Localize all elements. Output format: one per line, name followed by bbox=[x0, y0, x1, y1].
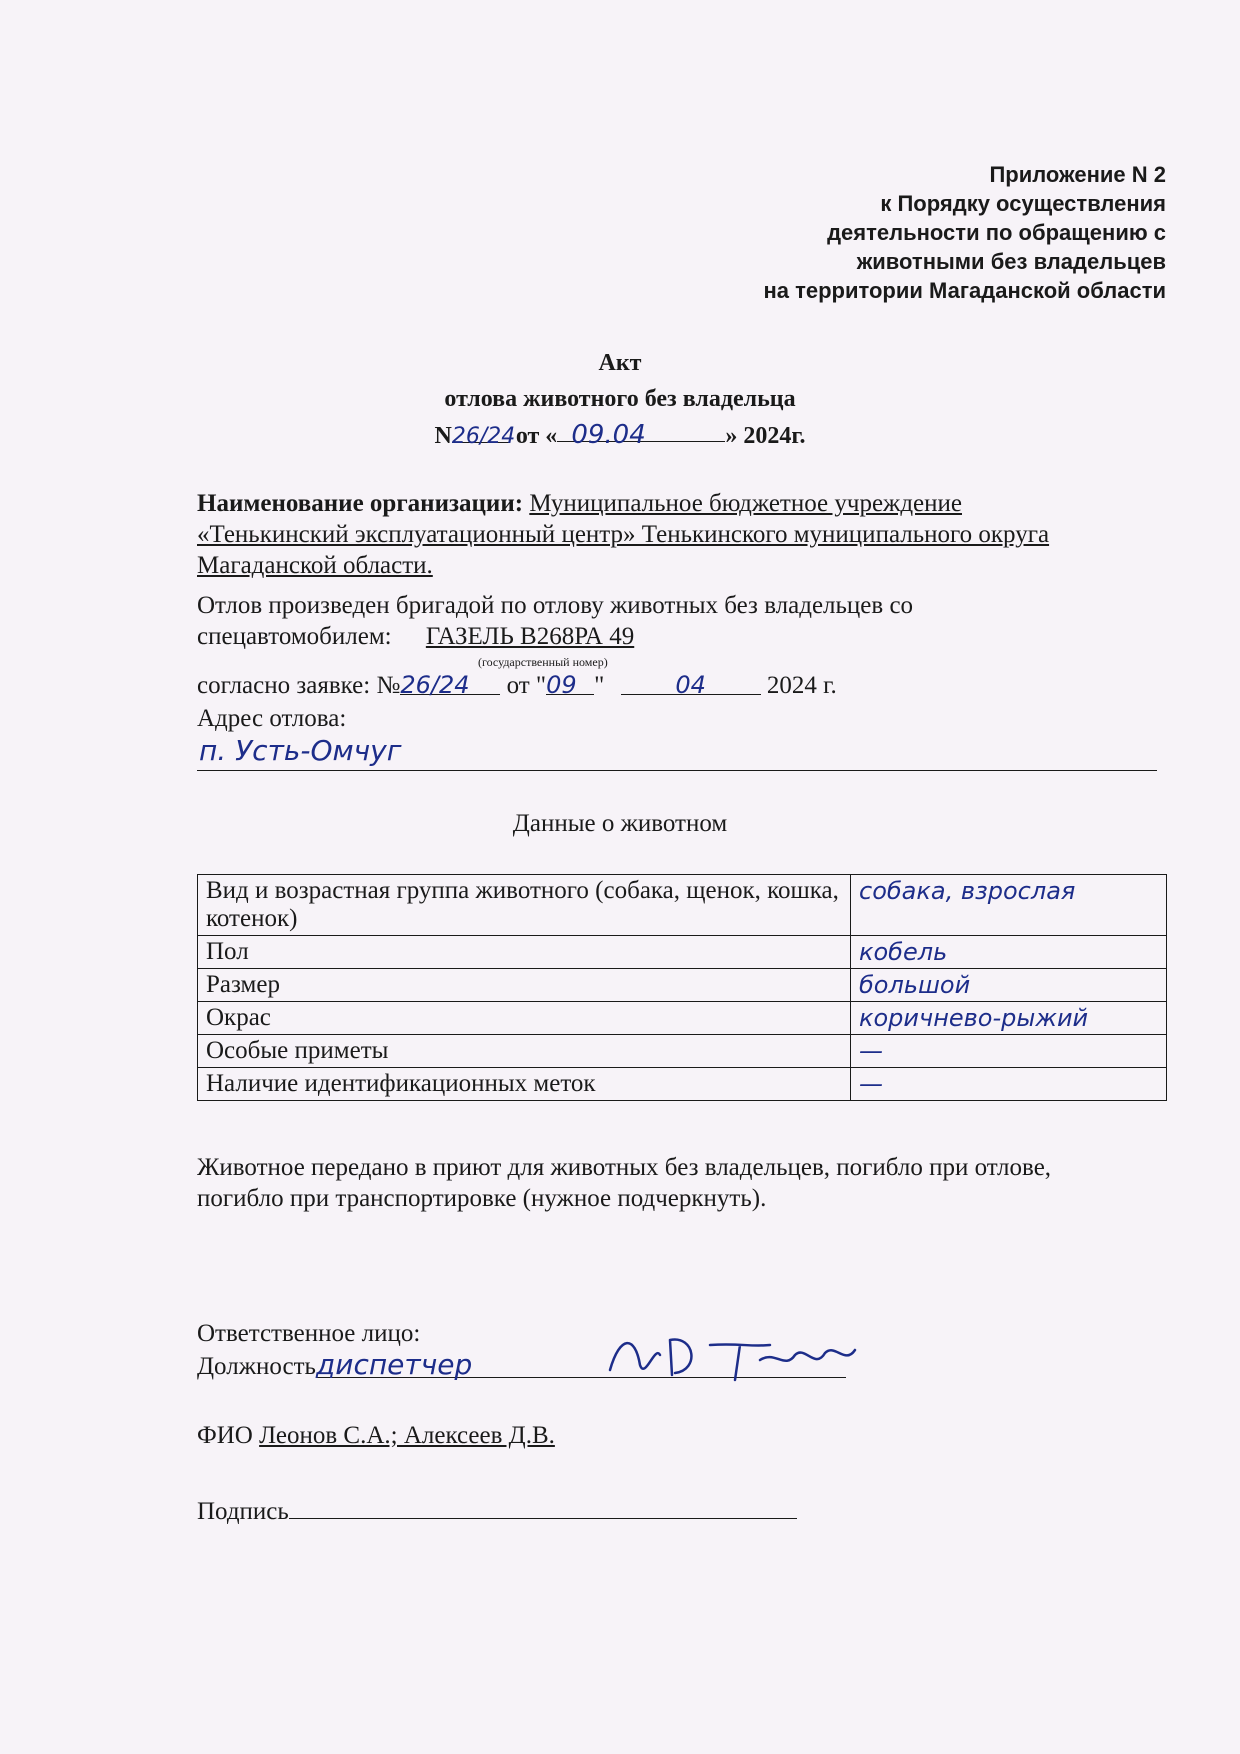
catch-block bbox=[197, 590, 1117, 652]
vehicle-number[interactable]: ГАЗЕЛЬ В268РА 49 bbox=[425, 623, 635, 650]
row-value[interactable]: большой bbox=[851, 969, 1167, 1002]
request-number-field[interactable] bbox=[400, 670, 500, 699]
animal-section-title: Данные о животном bbox=[512, 810, 728, 837]
appendix-line: к Порядку осуществления bbox=[880, 191, 1166, 216]
date-close: » 2024г. bbox=[725, 423, 806, 449]
vehicle-caption: (государственный номер) bbox=[478, 655, 608, 669]
animal-data-table bbox=[197, 874, 1167, 1101]
organization-label: Наименование организации: bbox=[197, 490, 524, 517]
row-value[interactable]: — bbox=[851, 1068, 1167, 1101]
row-label: Пол bbox=[198, 936, 851, 969]
organization-value: Муниципальное бюджетное учреждение «Тенькинский эксплуатационный центр» Тенькинского муниципального округа Магаданской области. bbox=[197, 490, 1050, 579]
address-block bbox=[197, 703, 1117, 771]
row-label: Вид и возрастная группа животного (собака, щенок, кошка, котенок) bbox=[198, 875, 851, 936]
request-number-value: 26/24 bbox=[400, 671, 470, 699]
address-label: Адрес отлова: bbox=[197, 705, 347, 732]
row-value[interactable]: коричнево-рыжий bbox=[851, 1002, 1167, 1035]
fio-value[interactable]: Леонов С.А.; Алексеев Д.В. bbox=[259, 1422, 555, 1449]
position-value: диспетчер bbox=[315, 1348, 473, 1381]
address-value: п. Усть-Омчуг bbox=[199, 734, 402, 767]
table-row bbox=[198, 1035, 1167, 1068]
act-date-field[interactable] bbox=[557, 417, 725, 450]
request-day-field[interactable] bbox=[546, 670, 594, 699]
table-row bbox=[198, 936, 1167, 969]
catch-text-2: спецавтомобилем: bbox=[197, 623, 392, 650]
row-label: Особые приметы bbox=[198, 1035, 851, 1068]
act-subtitle: отлова животного без владельца bbox=[444, 386, 796, 412]
catch-vehicle-line bbox=[197, 621, 1117, 652]
appendix-line: животными без владельцев bbox=[856, 249, 1166, 274]
table-row bbox=[198, 1002, 1167, 1035]
request-from-label: от " bbox=[506, 672, 547, 699]
position-label: Должность bbox=[197, 1353, 316, 1380]
act-title: Акт bbox=[598, 350, 642, 376]
request-year: 2024 г. bbox=[766, 672, 837, 699]
signature-mark bbox=[600, 1325, 860, 1385]
row-value[interactable]: — bbox=[851, 1035, 1167, 1068]
row-value[interactable]: кобель bbox=[851, 936, 1167, 969]
request-day-value: 09 bbox=[546, 671, 577, 699]
act-number-field[interactable] bbox=[451, 418, 516, 449]
request-label: согласно заявке: № bbox=[197, 672, 401, 699]
request-month-value: 04 bbox=[675, 671, 706, 699]
row-value[interactable]: собака, взрослая bbox=[851, 875, 1167, 936]
request-line bbox=[197, 670, 1117, 701]
row-label: Размер bbox=[198, 969, 851, 1002]
row-label: Окрас bbox=[198, 1002, 851, 1035]
appendix-line: на территории Магаданской области bbox=[763, 278, 1166, 303]
catch-text-1: Отлов произведен бригадой по отлову животных без владельцев со bbox=[197, 592, 914, 619]
act-number-line bbox=[0, 417, 1240, 454]
fio-line bbox=[197, 1420, 555, 1451]
appendix-header bbox=[763, 160, 1166, 305]
table-row bbox=[198, 969, 1167, 1002]
organization-block bbox=[197, 488, 1117, 581]
transfer-note: Животное передано в приют для животных без владельцев, погибло при отлове, погибло при транспортировке (нужное подчеркнуть). bbox=[197, 1154, 1052, 1212]
fio-label: ФИО bbox=[197, 1422, 253, 1449]
table-row bbox=[198, 875, 1167, 936]
appendix-line: Приложение N 2 bbox=[989, 162, 1166, 187]
signature-label: Подпись bbox=[197, 1498, 289, 1525]
request-month-field[interactable] bbox=[621, 670, 761, 699]
address-field[interactable] bbox=[197, 734, 1157, 771]
signature-line bbox=[197, 1494, 797, 1527]
row-label: Наличие идентификационных меток bbox=[198, 1068, 851, 1101]
appendix-line: деятельности по обращению с bbox=[827, 220, 1166, 245]
act-date-value: 09.04 bbox=[571, 420, 646, 450]
table-row bbox=[198, 1068, 1167, 1101]
number-prefix: N bbox=[434, 423, 452, 449]
act-title-block bbox=[0, 345, 1240, 454]
date-open: от « bbox=[515, 423, 558, 449]
act-number-value: 26/24 bbox=[451, 424, 516, 449]
responsible-label: Ответственное лицо: bbox=[197, 1320, 421, 1347]
signature-field[interactable] bbox=[289, 1494, 797, 1519]
request-quote-close: " bbox=[594, 672, 605, 699]
